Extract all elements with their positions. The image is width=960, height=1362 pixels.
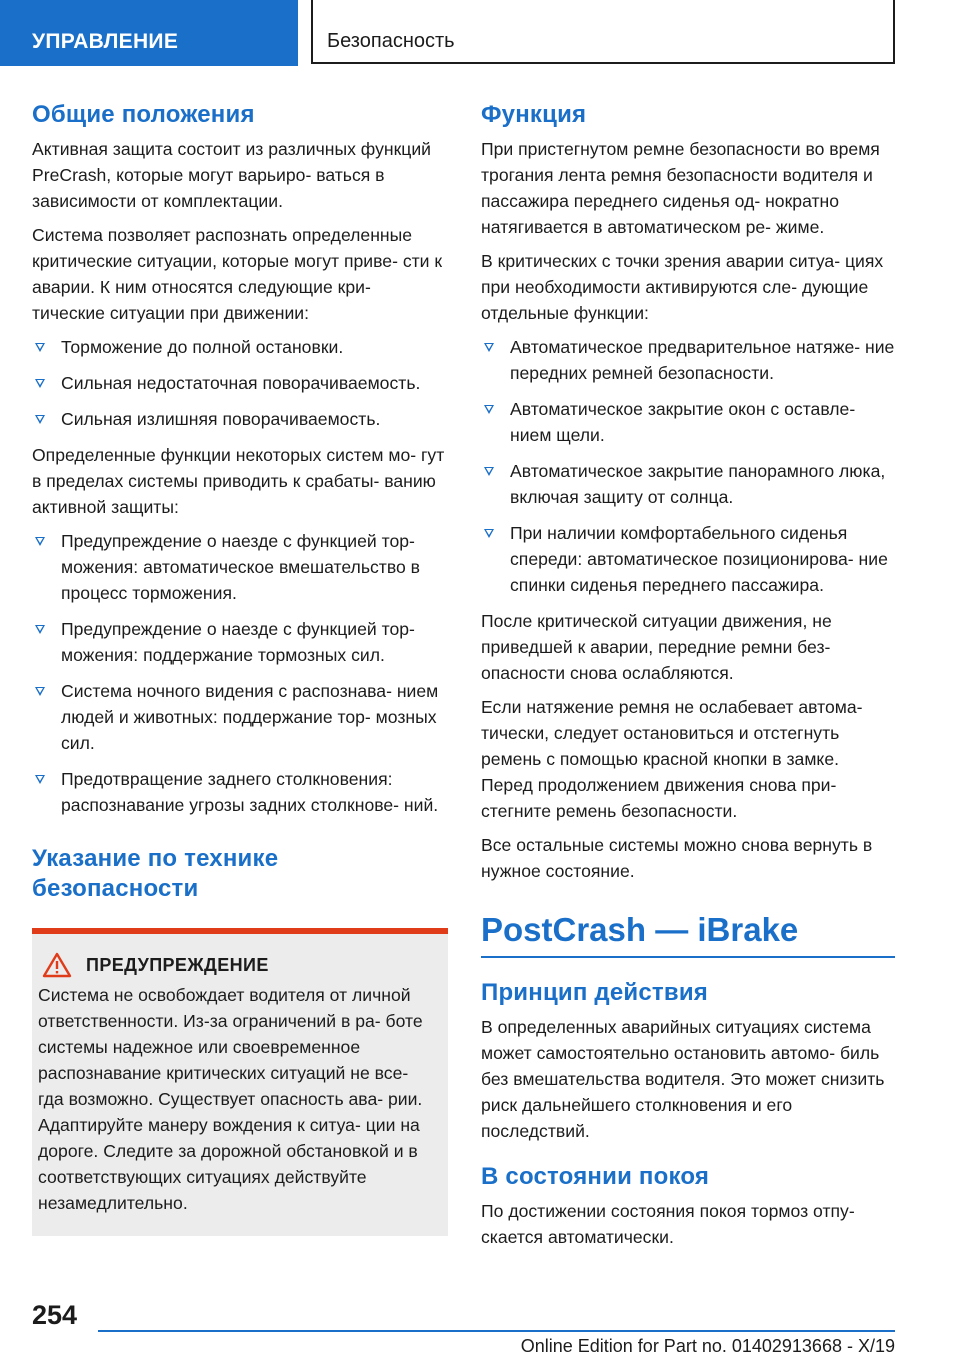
triangle-bullet-icon — [35, 415, 45, 424]
triangle-bullet-icon — [35, 537, 45, 546]
list-item: Сильная излишняя поворачиваемость. — [32, 406, 448, 432]
paragraph: В определенных аварийных ситуациях система может самостоятельно остановить автомо- биль без вмешательства водителя. Это может снизить риск дальнейшего столкновения и его последствий. — [481, 1017, 885, 1141]
list-item: Автоматическое закрытие панорамного люка, включая защиту от солнца. — [481, 458, 895, 510]
heading-general: Общие положения — [32, 101, 255, 128]
heading-function: Функция — [481, 101, 587, 128]
warning-header — [38, 952, 438, 978]
triangle-bullet-icon — [35, 687, 45, 696]
header-section-tab: УПРАВЛЕНИЕ — [0, 0, 298, 66]
list-item: Торможение до полной остановки. — [32, 334, 448, 360]
warning-box — [32, 928, 448, 1236]
paragraph: При пристегнутом ремне безопасности во время трогания лента ремня безопасности водителя и пассажира переднего сиденья од- нократно натягивается в автоматическом ре- жиме. — [481, 139, 880, 237]
warning-triangle-icon — [42, 952, 72, 978]
paragraph: Определенные функции некоторых систем мо- гут в пределах системы приводить к срабаты- ванию активной защиты: — [32, 445, 445, 517]
warning-text: Система не освобождает водителя от личной ответственности. Из-за ограничений в ра- боте системы надежное или своевременное распознавание критических ситуаций не все- гда возможно. Существует опасность ава- рии. Адаптируйте манеру вождения к ситуа- ции на дороге. Следите за дорожной обстановкой и в соответствующих ситуациях действуйте незамедлительно. — [38, 985, 423, 1213]
heading-safety-note: Указание по технике безопасности — [32, 845, 279, 902]
paragraph: Если натяжение ремня не ослабевает автома- тически, следует остановиться и отстегнуть ремень с помощью красной кнопки в замке. Перед продолжением движения снова при- стегните ремень безопасности. — [481, 697, 863, 821]
paragraph: В критических с точки зрения аварии ситуа- циях при необходимости активируются сле- дующие отдельные функции: — [481, 251, 884, 323]
triangle-bullet-icon — [35, 343, 45, 352]
heading-principle: Принцип действия — [481, 979, 708, 1006]
right-column — [481, 100, 895, 1258]
paragraph: Активная защита состоит из различных функций PreCrash, которые могут варьиро- ваться в зависимости от комплектации. — [32, 139, 432, 211]
page-number: 254 — [32, 1300, 78, 1330]
list-item: Система ночного видения с распознава- нием людей и животных: поддержание тор- мозных сил. — [32, 678, 448, 756]
triangle-bullet-icon — [484, 343, 494, 352]
list-item: Сильная недостаточная поворачиваемость. — [32, 370, 448, 396]
warning-title: ПРЕДУПРЕЖДЕНИЕ — [86, 954, 269, 975]
bullet-list — [481, 334, 895, 598]
triangle-bullet-icon — [35, 625, 45, 634]
triangle-bullet-icon — [35, 379, 45, 388]
list-item: Автоматическое предварительное натяже- ние передних ремней безопасности. — [481, 334, 895, 386]
triangle-bullet-icon — [484, 529, 494, 538]
bullet-list — [32, 528, 448, 818]
list-item: Предупреждение о наезде с функцией тор- можения: поддержание тормозных сил. — [32, 616, 448, 668]
list-item: Предупреждение о наезде с функцией тор- можения: автоматическое вмешательство в процесс торможения. — [32, 528, 448, 606]
triangle-bullet-icon — [484, 405, 494, 414]
footer-divider — [98, 1330, 895, 1332]
paragraph: Система позволяет распознать определенные критические ситуации, которые могут приве- сти к аварии. К ним относятся следующие кри- тические ситуации при движении: — [32, 225, 443, 323]
paragraph: Все остальные системы можно снова вернуть в нужное состояние. — [481, 835, 873, 881]
list-item: При наличии комфортабельного сиденья спереди: автоматическое позиционирова- ние спинки сиденья переднего пассажира. — [481, 520, 895, 598]
paragraph: После критической ситуации движения, не приведшей к аварии, передние ремни без- опасности снова ослабляются. — [481, 611, 832, 683]
list-item: Предотвращение заднего столкновения: распознавание угрозы задних столкнове- ний. — [32, 766, 448, 818]
triangle-bullet-icon — [484, 467, 494, 476]
list-item: Автоматическое закрытие окон с оставле- нием щели. — [481, 396, 895, 448]
triangle-bullet-icon — [35, 775, 45, 784]
footer-edition: Online Edition for Part no. 01402913668 - X/19 — [520, 1336, 895, 1356]
heading-postcrash: PostCrash — iBrake — [481, 910, 895, 958]
header-chapter-title: Безопасность — [311, 0, 895, 64]
heading-standstill: В состоянии покоя — [481, 1163, 710, 1190]
bullet-list — [32, 334, 448, 432]
left-column — [32, 100, 448, 1236]
paragraph: По достижении состояния покоя тормоз отпу- скается автоматически. — [481, 1201, 855, 1247]
